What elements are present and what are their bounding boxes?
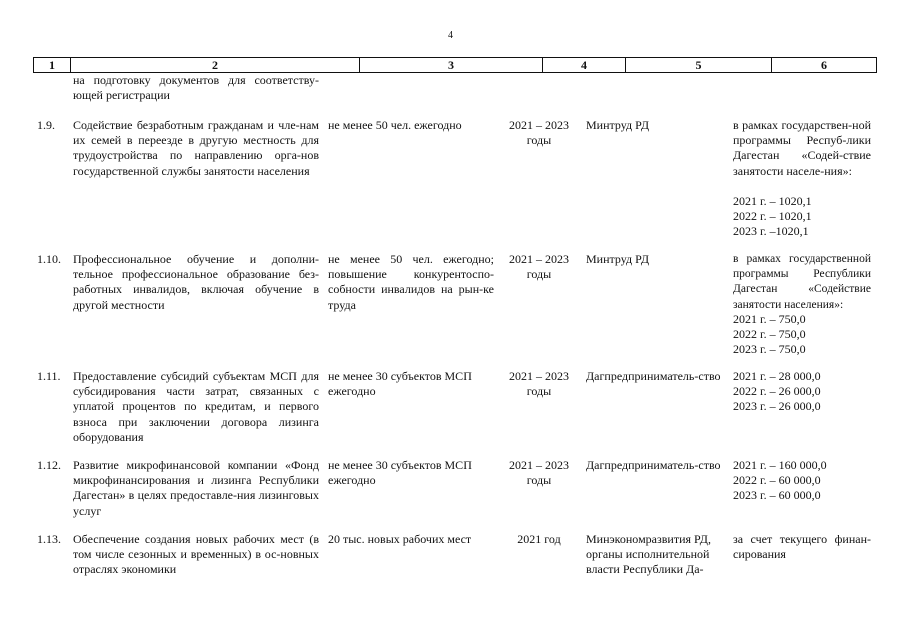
funding-text: в рамках государственной программы Республики Дагестан «Содействие занятости населения»:	[733, 253, 871, 311]
measure-text: Профессиональное обучение и дополни-тельное профессиональное образование без-работных инвалидов, включая обучение в другой местности	[73, 252, 319, 312]
amount-line: 2023 г. – 750,0	[733, 342, 806, 356]
measure-text: Предоставление субсидий субъектам МСП для субсидирования части затрат, связанных с уплатой процентов по кредитам, и первого взноса при заключении договора лизинга оборудования	[73, 369, 319, 444]
period-text: 2021 – 2023 годы	[509, 118, 569, 148]
measure-text: Содействие безработным гражданам и чле-нам их семей в переезде в другую местность для трудоустройства по направлению орга-нов государственной службы занятости населения	[73, 118, 319, 178]
page-number: 4	[448, 30, 453, 41]
indicator-text: не менее 30 субъектов МСП ежегодно	[328, 458, 472, 488]
funding-text: за счет текущего финан-сирования	[733, 532, 871, 562]
executor-text: Минтруд РД	[586, 252, 650, 266]
amount-line: 2021 г. – 160 000,0	[733, 458, 827, 472]
executor-text: Минэкономразвития РД, органы исполнительной власти Республики Да-	[586, 532, 711, 577]
funding-text: в рамках государствен-ной программы Респуб-лики Дагестан «Содей-ствие занятости населе-ния»:	[733, 118, 871, 178]
period-text: 2021 – 2023 годы	[509, 369, 569, 399]
header-col-6: 6	[821, 58, 827, 72]
header-col-5: 5	[626, 58, 772, 72]
header-col-4: 4	[543, 58, 626, 72]
table-header	[33, 57, 877, 73]
row-number: 1.13.	[37, 532, 61, 546]
row-number: 1.12.	[37, 458, 61, 472]
amount-line: 2022 г. – 26 000,0	[733, 384, 821, 398]
executor-text: Дагпредприниматель-ство	[586, 369, 721, 383]
header-col-2: 2	[71, 58, 360, 72]
amount-line: 2023 г. – 60 000,0	[733, 488, 821, 502]
continuation-text: на подготовку документов для соответству-ющей регистрации	[73, 73, 319, 103]
amount-line: 2021 г. – 750,0	[733, 312, 806, 326]
amount-line: 2021 г. – 28 000,0	[733, 369, 821, 383]
period-text: 2021 – 2023 годы	[509, 252, 569, 282]
row-number: 1.9.	[37, 118, 55, 132]
amount-line: 2021 г. – 1020,1	[733, 194, 812, 208]
indicator-text: не менее 50 чел. ежегодно; повышение конкурентоспо-собности инвалидов на рын-ке труда	[328, 252, 494, 312]
executor-text: Дагпредприниматель-ство	[586, 458, 721, 472]
measure-text: Обеспечение создания новых рабочих мест (в том числе сезонных и временных) в ос-новных отраслях экономики	[73, 532, 319, 577]
period-text: 2021 – 2023 годы	[509, 458, 569, 488]
row-number: 1.10.	[37, 252, 61, 266]
executor-text: Минтруд РД	[586, 118, 650, 132]
header-col-1: 1	[34, 58, 71, 72]
indicator-text: 20 тыс. новых рабочих мест	[328, 532, 472, 546]
amount-line: 2023 г. –1020,1	[733, 224, 809, 238]
indicator-text: не менее 50 чел. ежегодно	[328, 118, 462, 132]
indicator-text: не менее 30 субъектов МСП ежегодно	[328, 369, 472, 399]
row-number: 1.11.	[37, 369, 61, 383]
measure-text: Развитие микрофинансовой компании «Фонд микрофинансирования и лизинга Республики Дагестан» в целях предоставле-ния лизинговых услуг	[73, 458, 319, 518]
amount-line: 2023 г. – 26 000,0	[733, 399, 821, 413]
amount-line: 2022 г. – 750,0	[733, 327, 806, 341]
amount-line: 2022 г. – 60 000,0	[733, 473, 821, 487]
amount-line: 2022 г. – 1020,1	[733, 209, 812, 223]
period-text: 2021 год	[517, 532, 561, 546]
header-col-3: 3	[360, 58, 543, 72]
